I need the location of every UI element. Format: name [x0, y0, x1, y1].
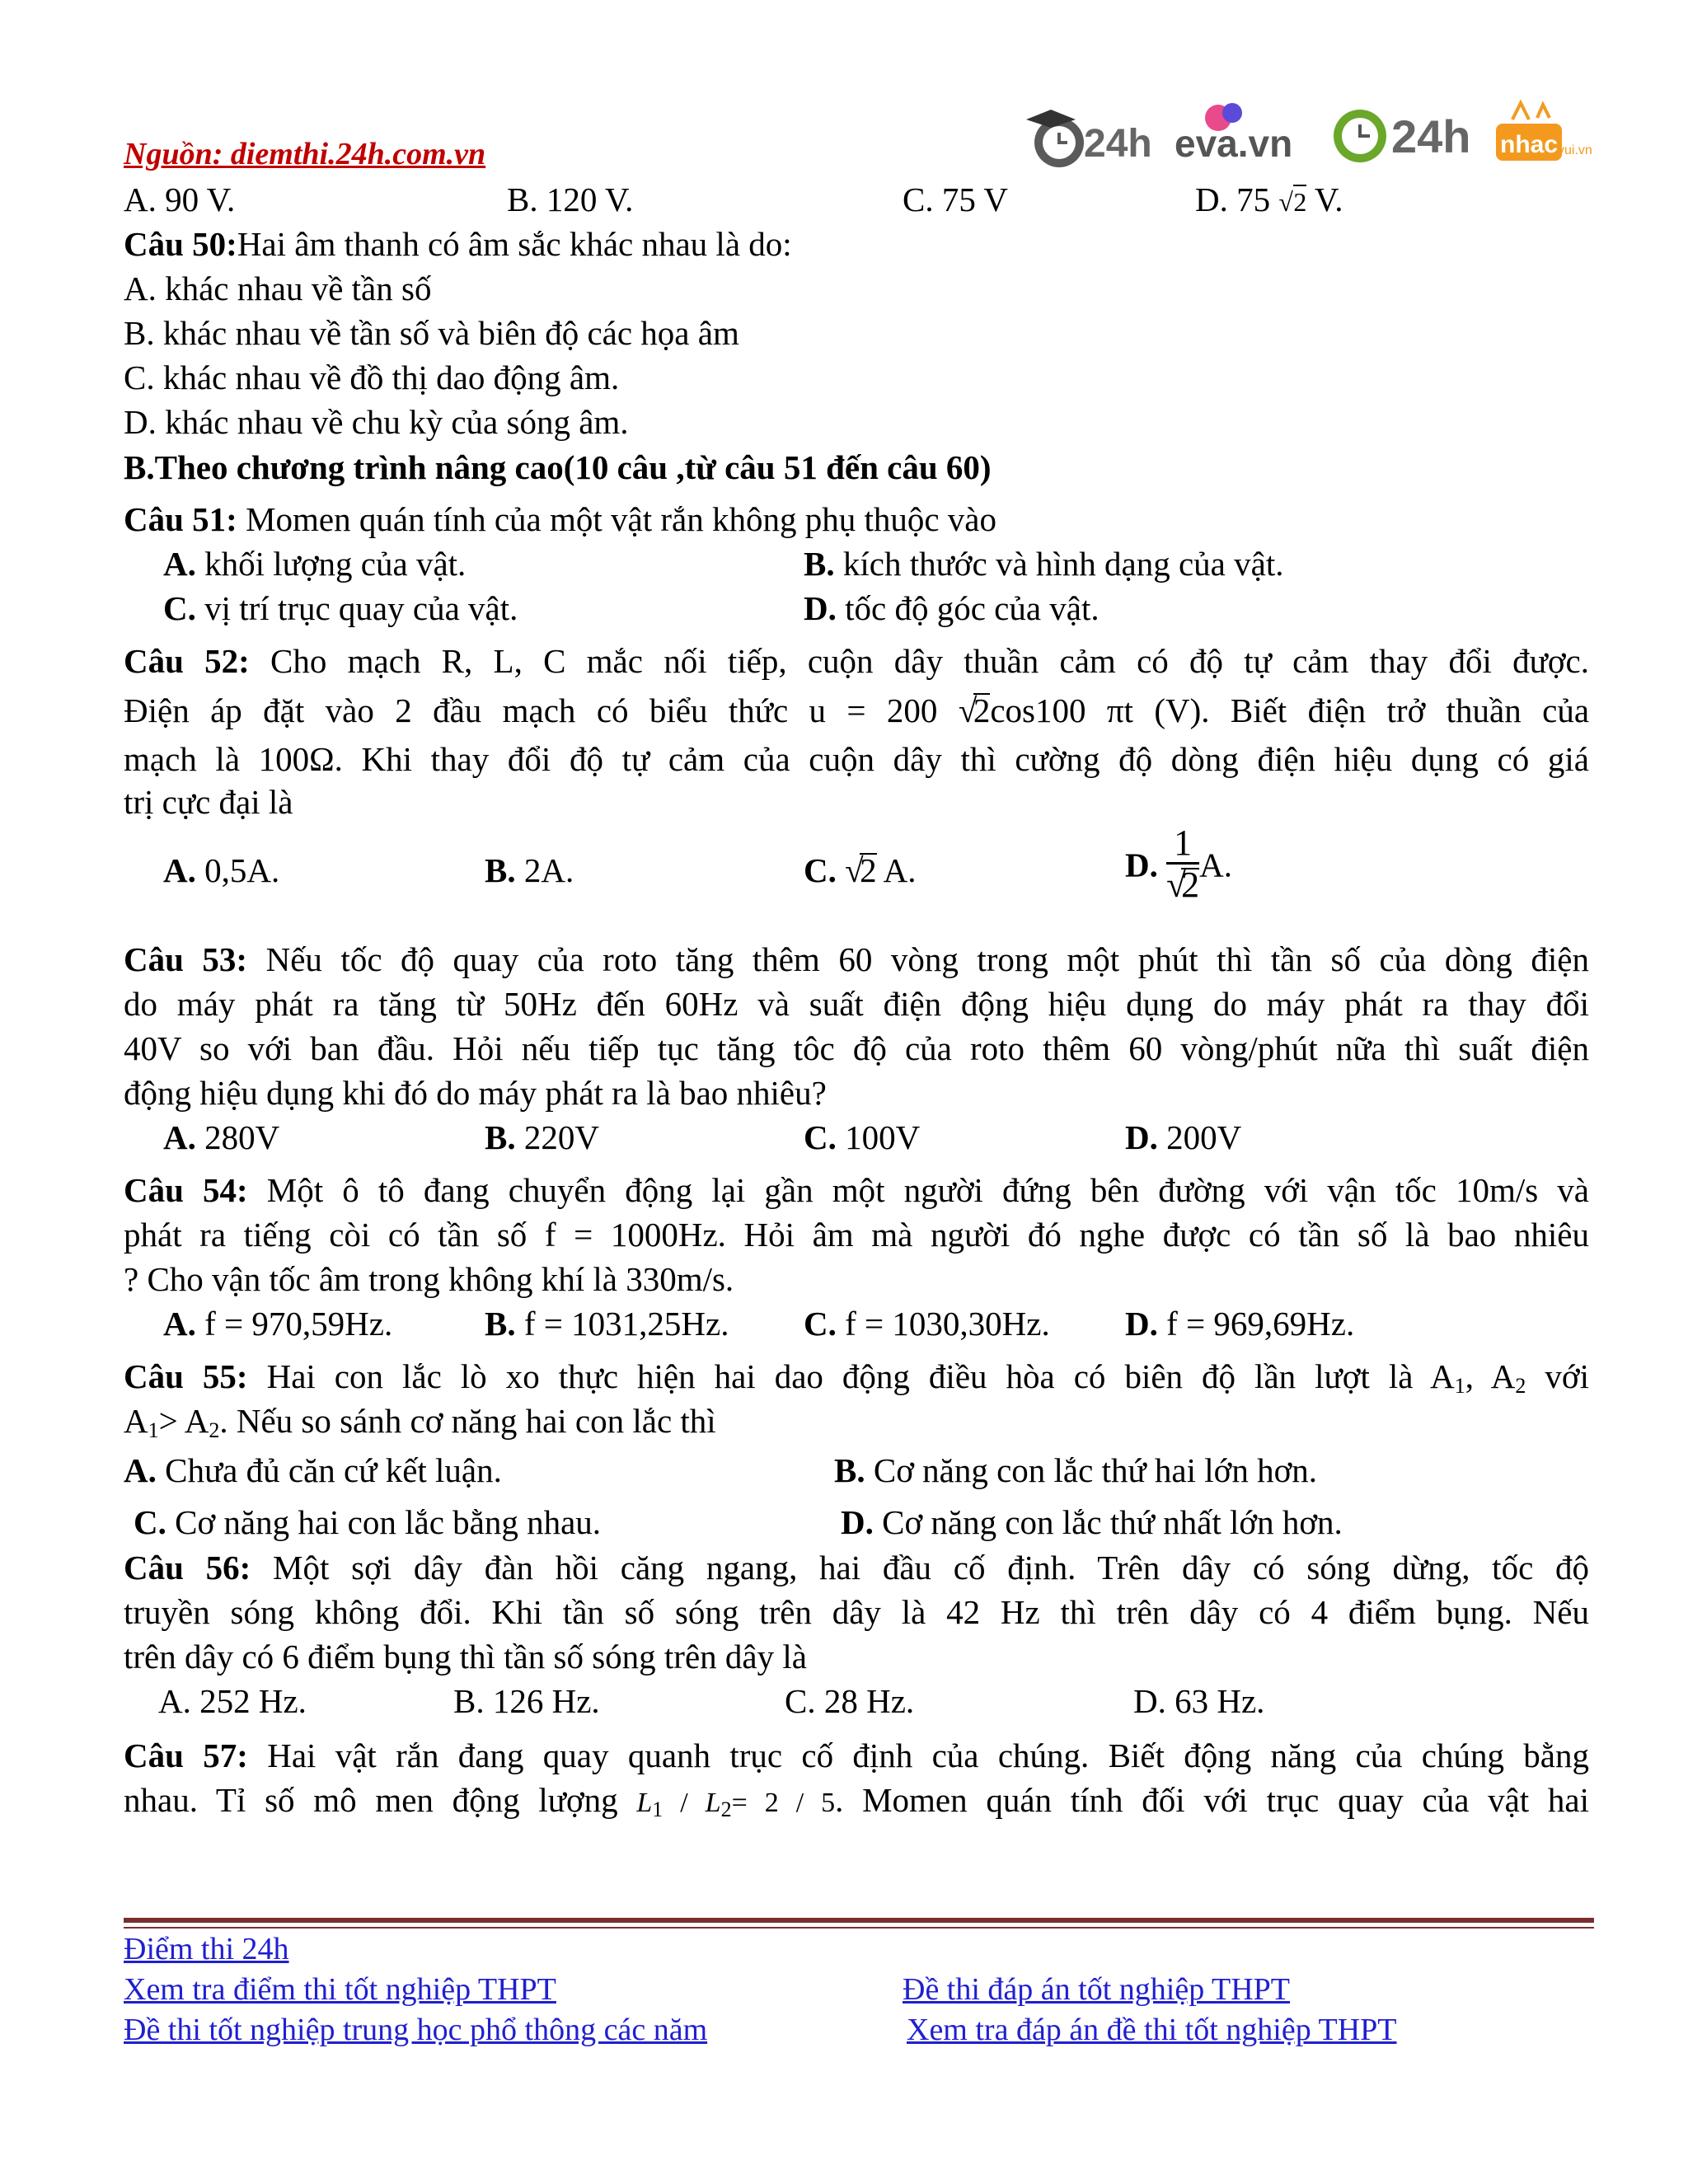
- q50-option-c: C. khác nhau về đồ thị dao động âm.: [124, 359, 620, 396]
- q56-option-d: D. 63 Hz.: [1133, 1682, 1265, 1720]
- footer-link-de-thi-dap-an[interactable]: Đề thi đáp án tốt nghiệp THPT: [903, 1972, 1291, 2007]
- question-50: Câu 50:Hai âm thanh có âm sắc khác nhau là do:: [124, 225, 792, 263]
- question-52-line3: mạch là 100Ω. Khi thay đổi độ tự cảm của cuộn dây thì cường độ dòng điện hiệu dụng có giá: [124, 740, 1589, 778]
- q54-option-d: D. f = 969,69Hz.: [1125, 1305, 1355, 1343]
- q52-option-d: D. 1 √ 2 A.: [1125, 824, 1232, 906]
- q55-option-c: C. Cơ năng hai con lắc bằng nhau.: [134, 1503, 602, 1541]
- q53-option-c: C. 100V: [804, 1118, 921, 1156]
- q53-option-a: A. 280V: [163, 1118, 280, 1156]
- 24h-logo-icon: [1327, 95, 1471, 173]
- footer-divider-thin: [124, 1927, 1594, 1929]
- question-55-line1: Câu 55: Hai con lắc lò xo thực hiện hai dao động điều hòa có biên độ lần lượt là $A_1$, $A_2$ với: [124, 1357, 1589, 1398]
- q52-option-c: C. √ 2 A.: [804, 849, 916, 892]
- question-56-line1: Câu 56: Một sợi dây đàn hồi căng ngang, hai đầu cố định. Trên dây có sóng dừng, tốc độ: [124, 1549, 1589, 1586]
- q51-option-d: D. tốc độ góc của vật.: [804, 589, 1100, 627]
- question-54-line1: Câu 54: Một ô tô đang chuyển động lại gần một người đứng bên đường với vận tốc 10m/s và: [124, 1171, 1589, 1209]
- q51-option-b: B. kích thước và hình dạng của vật.: [804, 545, 1284, 583]
- eva-logo-icon: [1170, 95, 1294, 173]
- q50-option-b: B. khác nhau về tần số và biên độ các họa âm: [124, 314, 739, 352]
- q49-option-d: D. 75 √ 2 V.: [1195, 178, 1343, 223]
- question-54-line2: phát ra tiếng còi có tần số f = 1000Hz. Hỏi âm mà người đó nghe được có tần số là bao nhiêu: [124, 1216, 1589, 1254]
- q55-option-a: A. Chưa đủ căn cứ kết luận.: [124, 1451, 502, 1489]
- q56-option-a: A. 252 Hz.: [158, 1682, 307, 1720]
- q54-option-b: B. f = 1031,25Hz.: [485, 1305, 729, 1343]
- q50-option-d: D. khác nhau về chu kỳ của sóng âm.: [124, 403, 629, 441]
- question-52-line4: trị cực đại là: [124, 783, 293, 821]
- q52-option-a: A. 0,5A.: [163, 851, 280, 889]
- q53-option-b: B. 220V: [485, 1118, 599, 1156]
- q49-option-c: C. 75 V: [903, 180, 1008, 218]
- footer-link-diem-thi[interactable]: Xem tra điểm thi tốt nghiệp THPT: [124, 1972, 556, 2007]
- q56-option-c: C. 28 Hz.: [785, 1682, 915, 1720]
- q54-option-c: C. f = 1030,30Hz.: [804, 1305, 1050, 1343]
- footer-divider: [124, 1918, 1594, 1923]
- question-53-line1: Câu 53: Nếu tốc độ quay của roto tăng thêm 60 vòng trong một phút thì tần số của dòng điện: [124, 940, 1589, 978]
- svg-text:vui.vn: vui.vn: [1558, 143, 1592, 157]
- question-55-line2: $A_1> A_2$. Nếu so sánh cơ năng hai con lắc thì: [124, 1402, 716, 1442]
- question-51: Câu 51: Momen quán tính của một vật rắn không phụ thuộc vào: [124, 500, 997, 538]
- section-heading: B.Theo chương trình nâng cao(10 câu ,từ câu 51 đến câu 60): [124, 448, 992, 486]
- svg-text:eva.vn: eva.vn: [1175, 122, 1293, 165]
- q56-option-b: B. 126 Hz.: [453, 1682, 600, 1720]
- question-56-line3: trên dây có 6 điểm bụng thì tần số sóng trên dây là: [124, 1638, 807, 1675]
- q54-option-a: A. f = 970,59Hz.: [163, 1305, 393, 1343]
- svg-text:24h: 24h: [1084, 122, 1152, 166]
- q53-option-d: D. 200V: [1125, 1118, 1242, 1156]
- q51-option-a: A. khối lượng của vật.: [163, 545, 467, 583]
- svg-text:nhac: nhac: [1500, 131, 1559, 158]
- question-57-line1: Câu 57: Hai vật rắn đang quay quanh trục cố định của chúng. Biết động năng của chúng bằng: [124, 1736, 1589, 1774]
- q52-option-b: B. 2A.: [485, 851, 574, 889]
- question-52-line1: Câu 52: Cho mạch R, L, C mắc nối tiếp, cuộn dây thuần cảm có độ tự cảm thay đổi được.: [124, 642, 1589, 680]
- question-53-line2: do máy phát ra tăng từ 50Hz đến 60Hz và suất điện động hiệu dụng do máy phát ra thay đổi: [124, 985, 1589, 1023]
- question-52-line2: Điện áp đặt vào 2 đầu mạch có biểu thức u = 200 √ 2cos100 πt (V). Biết điện trở thuần của: [124, 689, 1589, 732]
- svg-text:24h: 24h: [1391, 110, 1471, 162]
- question-53-line4: động hiệu dụng khi đó do máy phát ra là bao nhiêu?: [124, 1074, 827, 1112]
- q50-option-a: A. khác nhau về tần số: [124, 269, 432, 307]
- q55-option-b: B. Cơ năng con lắc thứ hai lớn hơn.: [834, 1451, 1318, 1489]
- source-link[interactable]: Nguồn: diemthi.24h.com.vn: [124, 137, 486, 171]
- 24h-logo-icon: [1010, 95, 1152, 173]
- question-53-line3: 40V so với ban đầu. Hỏi nếu tiếp tục tăng tôc độ của roto thêm 60 vòng/phút nữa thì suất điện: [124, 1029, 1589, 1067]
- question-57-line2: nhau. Tỉ số mô men động lượng $L_1 / L_2= 2 / 5$. Momen quán tính đối với trục quay của vật hai: [124, 1781, 1589, 1821]
- q51-option-c: C. vị trí trục quay của vật.: [163, 589, 518, 627]
- footer-title-link[interactable]: Điểm thi 24h: [124, 1932, 289, 1966]
- nhac-logo-icon: [1492, 95, 1591, 173]
- q55-option-d: D. Cơ năng con lắc thứ nhất lớn hơn.: [841, 1503, 1343, 1541]
- q49-option-a: A. 90 V.: [124, 180, 236, 218]
- question-56-line2: truyền sóng không đổi. Khi tần số sóng trên dây là 42 Hz thì trên dây có 4 điểm bụng. Nếu: [124, 1593, 1589, 1631]
- footer-link-dap-an[interactable]: Xem tra đáp án đề thi tốt nghiệp THPT: [907, 2013, 1397, 2047]
- footer-link-de-thi-cac-nam[interactable]: Đề thi tốt nghiệp trung học phổ thông các năm: [124, 2013, 708, 2047]
- question-54-line3: ? Cho vận tốc âm trong không khí là 330m/s.: [124, 1260, 734, 1298]
- q49-option-b: B. 120 V.: [507, 180, 634, 218]
